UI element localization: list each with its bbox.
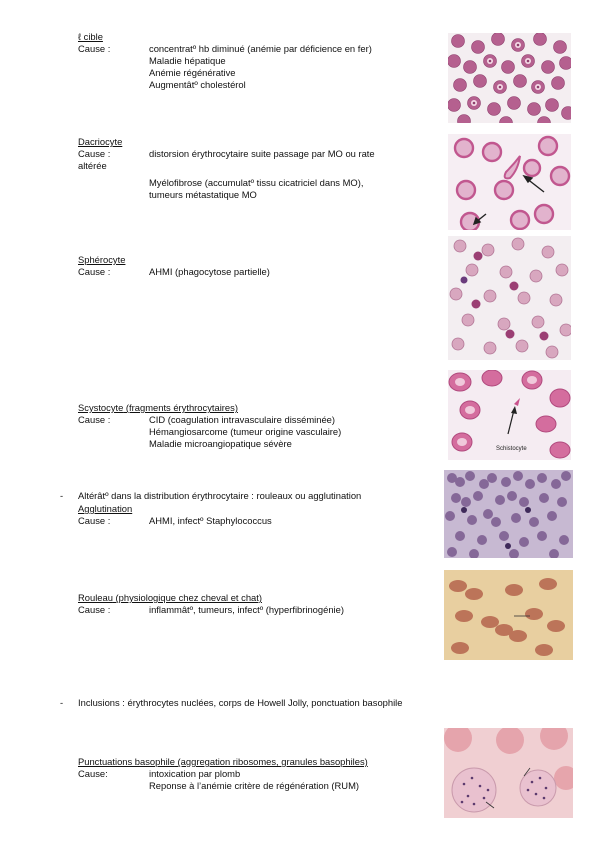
bullet-text: Altérâtº dans la distribution érythrocytaire : rouleaux ou agglutination bbox=[78, 490, 362, 501]
cause-row bbox=[78, 266, 438, 278]
cause-text: intoxication par plomb bbox=[149, 768, 241, 779]
cause-label: Cause : bbox=[78, 414, 111, 425]
image-label: Schistocyte bbox=[496, 446, 527, 452]
section-cible bbox=[78, 31, 438, 91]
micrograph-agglutination bbox=[444, 470, 573, 558]
cause-text: tumeurs métastatique MO bbox=[149, 189, 257, 200]
cause-text: distorsion érythrocytaire suite passage par MO ou rate bbox=[149, 148, 375, 159]
section-agglutination bbox=[78, 503, 438, 527]
section-scystocyte bbox=[78, 402, 438, 450]
cause-text: inflammâtº, tumeurs, infectº (hyperfibrinogénie) bbox=[149, 604, 344, 615]
micrograph-image bbox=[448, 236, 571, 360]
section-dacriocyte bbox=[78, 136, 438, 201]
title-note: (aggregation ribosomes, granules basophiles) bbox=[174, 756, 368, 767]
cause-text: AHMI (phagocytose partielle) bbox=[149, 266, 270, 277]
micrograph-image bbox=[444, 470, 573, 558]
cause-row bbox=[78, 515, 438, 527]
title-note: (physiologique chez cheval et chat) bbox=[112, 592, 262, 603]
cause-text: AHMI, infectº Staphylococcus bbox=[149, 515, 272, 526]
title-term: Rouleau bbox=[78, 592, 113, 603]
cause-label: Cause : bbox=[78, 604, 111, 615]
cause-text: concentratº hb diminué (anémie par déficience en fer) bbox=[149, 43, 372, 54]
title-term: Scystocyte bbox=[78, 402, 124, 413]
micrograph-image bbox=[444, 728, 573, 818]
section-title: ℓ cible bbox=[78, 31, 103, 42]
cause-text: Anémie régénérative bbox=[149, 67, 236, 78]
cause-text: Augmentâtº cholestérol bbox=[149, 79, 246, 90]
cause-row bbox=[78, 414, 438, 426]
title-term: Punctuations basophile bbox=[78, 756, 175, 767]
section-rouleau bbox=[78, 592, 438, 616]
cause-text: Reponse à l’anémie critère de régénération (RUM) bbox=[149, 780, 359, 791]
cause-text: Maladie microangiopatique sévère bbox=[149, 438, 292, 449]
micrograph-image bbox=[448, 33, 571, 123]
micrograph-target-cells bbox=[448, 33, 571, 123]
bullet-dash: - bbox=[60, 490, 64, 501]
micrograph-image bbox=[448, 134, 571, 230]
cause-text-wrap: altérée bbox=[78, 160, 107, 171]
cause-label: Cause : bbox=[78, 266, 111, 277]
micrograph-image bbox=[444, 570, 573, 660]
section-title bbox=[78, 756, 438, 768]
section-title: Agglutination bbox=[78, 503, 133, 514]
cause-label: Cause : bbox=[78, 515, 111, 526]
title-note: (fragments érythrocytaires) bbox=[123, 402, 238, 413]
section-punctuations-basophile bbox=[78, 756, 438, 792]
cause-row bbox=[78, 768, 438, 780]
micrograph-basophilic-stippling bbox=[444, 728, 573, 818]
cause-row bbox=[78, 604, 438, 616]
bullet-text: Inclusions : érythrocytes nuclées, corps de Howell Jolly, ponctuation basophile bbox=[78, 697, 403, 708]
micrograph-rouleaux bbox=[444, 570, 573, 660]
micrograph-dacriocytes bbox=[448, 134, 571, 230]
micrograph-image bbox=[448, 370, 571, 460]
section-title bbox=[78, 592, 438, 604]
cause-label: Cause : bbox=[78, 43, 111, 54]
cause-text: Maladie hépatique bbox=[149, 55, 226, 66]
micrograph-spherocytes bbox=[448, 236, 571, 360]
cause-row bbox=[78, 43, 438, 55]
section-title: Sphérocyte bbox=[78, 254, 126, 265]
section-spherocyte bbox=[78, 254, 438, 278]
cause-text: Hémangiosarcome (tumeur origine vasculaire) bbox=[149, 426, 342, 437]
section-title bbox=[78, 402, 438, 414]
cause-text: CID (coagulation intravasculaire disséminée) bbox=[149, 414, 336, 425]
cause-row bbox=[78, 148, 438, 160]
cause-label: Cause : bbox=[78, 148, 111, 159]
cause-text: Myélofibrose (accumulatº tissu cicatriciel dans MO), bbox=[149, 177, 364, 188]
section-title: Dacriocyte bbox=[78, 136, 123, 147]
micrograph-schistocytes bbox=[448, 370, 571, 460]
bullet-dash: - bbox=[60, 697, 64, 708]
cause-label: Cause: bbox=[78, 768, 108, 779]
